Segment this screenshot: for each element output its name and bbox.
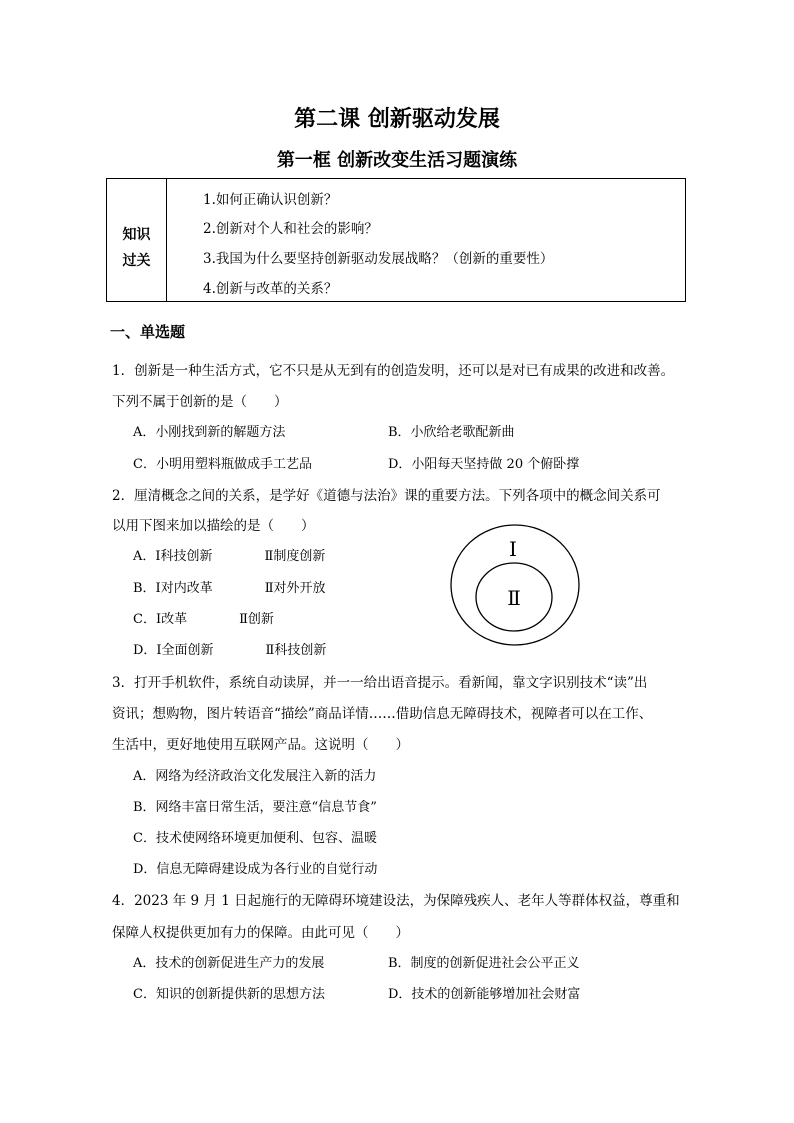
question-3-line-3: 生活中，更好地使用互联网产品。这说明（ ）: [112, 737, 409, 753]
question-3-option-d: D．信息无障碍建设成为各行业的自觉行动: [133, 862, 378, 877]
question-1-option-d: D．小阳每天坚持做 20 个俯卧撑: [388, 457, 580, 472]
page-subtitle: 第一框 创新改变生活习题演练: [276, 150, 518, 171]
question-1-option-a: A．小刚找到新的解题方法: [133, 425, 286, 440]
question-1-line-2: 下列不属于创新的是（ ）: [112, 394, 288, 410]
outer-circle-label: Ⅰ: [509, 537, 517, 561]
question-2-line-2: 以用下图来加以描绘的是（ ）: [112, 518, 315, 534]
question-2-option-d: D．Ⅰ全面创新 Ⅱ科技创新: [133, 643, 327, 658]
inner-circle-label: Ⅱ: [507, 586, 521, 610]
question-3-line-1: 3．打开手机软件，系统自动读屏，并一一给出语音提示。看新闻，靠文字识别技术“读”出: [112, 675, 648, 691]
question-3-line-2: 资讯；想购物，图片转语音“描绘”商品详情……借助信息无障碍技术，视障者可以在工作、: [112, 706, 653, 722]
question-3-option-a: A．网络为经济政治文化发展注入新的活力: [133, 769, 377, 784]
question-3-option-c: C．技术使网络环境更加便利、包容、温暖: [133, 831, 377, 846]
page-title: 第二课 创新驱动发展: [294, 106, 500, 132]
section-title: 一、单选题: [110, 323, 186, 341]
question-4-option-c: C．知识的创新提供新的思想方法: [133, 987, 325, 1002]
question-1-option-c: C．小明用塑料瓶做成手工艺品: [133, 457, 312, 472]
knowledge-item: 1.如何正确认识创新？: [203, 192, 338, 208]
question-1-line-1: 1．创新是一种生活方式，它不只是从无到有的创造发明，还可以是对已有成果的改进和改善。: [112, 363, 675, 379]
knowledge-item: 4.创新与改革的关系？: [203, 281, 338, 297]
knowledge-box: [106, 178, 686, 302]
question-2-option-a: A．Ⅰ科技创新 Ⅱ制度创新: [133, 549, 326, 564]
question-1-option-b: B．小欣给老歌配新曲: [388, 425, 515, 440]
question-4-line-1: 4．2023 年 9 月 1 日起施行的无障碍环境建设法，为保障残疾人、老年人等群体权益，尊重和: [112, 893, 680, 909]
question-2-option-b: B．Ⅰ对内改革 Ⅱ对外开放: [133, 581, 326, 596]
knowledge-item: 3.我国为什么要坚持创新驱动发展战略？（创新的重要性）: [203, 251, 554, 267]
question-4-option-d: D．技术的创新能够增加社会财富: [388, 987, 581, 1002]
question-4-line-2: 保障人权提供更加有力的保障。由此可见（ ）: [112, 925, 409, 941]
venn-diagram: [449, 523, 581, 647]
question-4-option-a: A．技术的创新促进生产力的发展: [133, 956, 325, 971]
question-4-option-b: B．制度的创新促进社会公平正义: [388, 956, 580, 971]
question-2-line-1: 2．厘清概念之间的关系，是学好《道德与法治》课的重要方法。下列各项中的概念间关系可: [112, 488, 661, 504]
knowledge-label-cell: [107, 179, 167, 301]
question-2-option-c: C．Ⅰ改革 Ⅱ创新: [133, 612, 274, 627]
knowledge-label-line1: 知识: [122, 227, 151, 243]
knowledge-label-line2: 过关: [122, 253, 151, 269]
question-3-option-b: B．网络丰富日常生活，要注意“信息节食”: [133, 800, 377, 815]
knowledge-item: 2.创新对个人和社会的影响？: [203, 221, 378, 237]
